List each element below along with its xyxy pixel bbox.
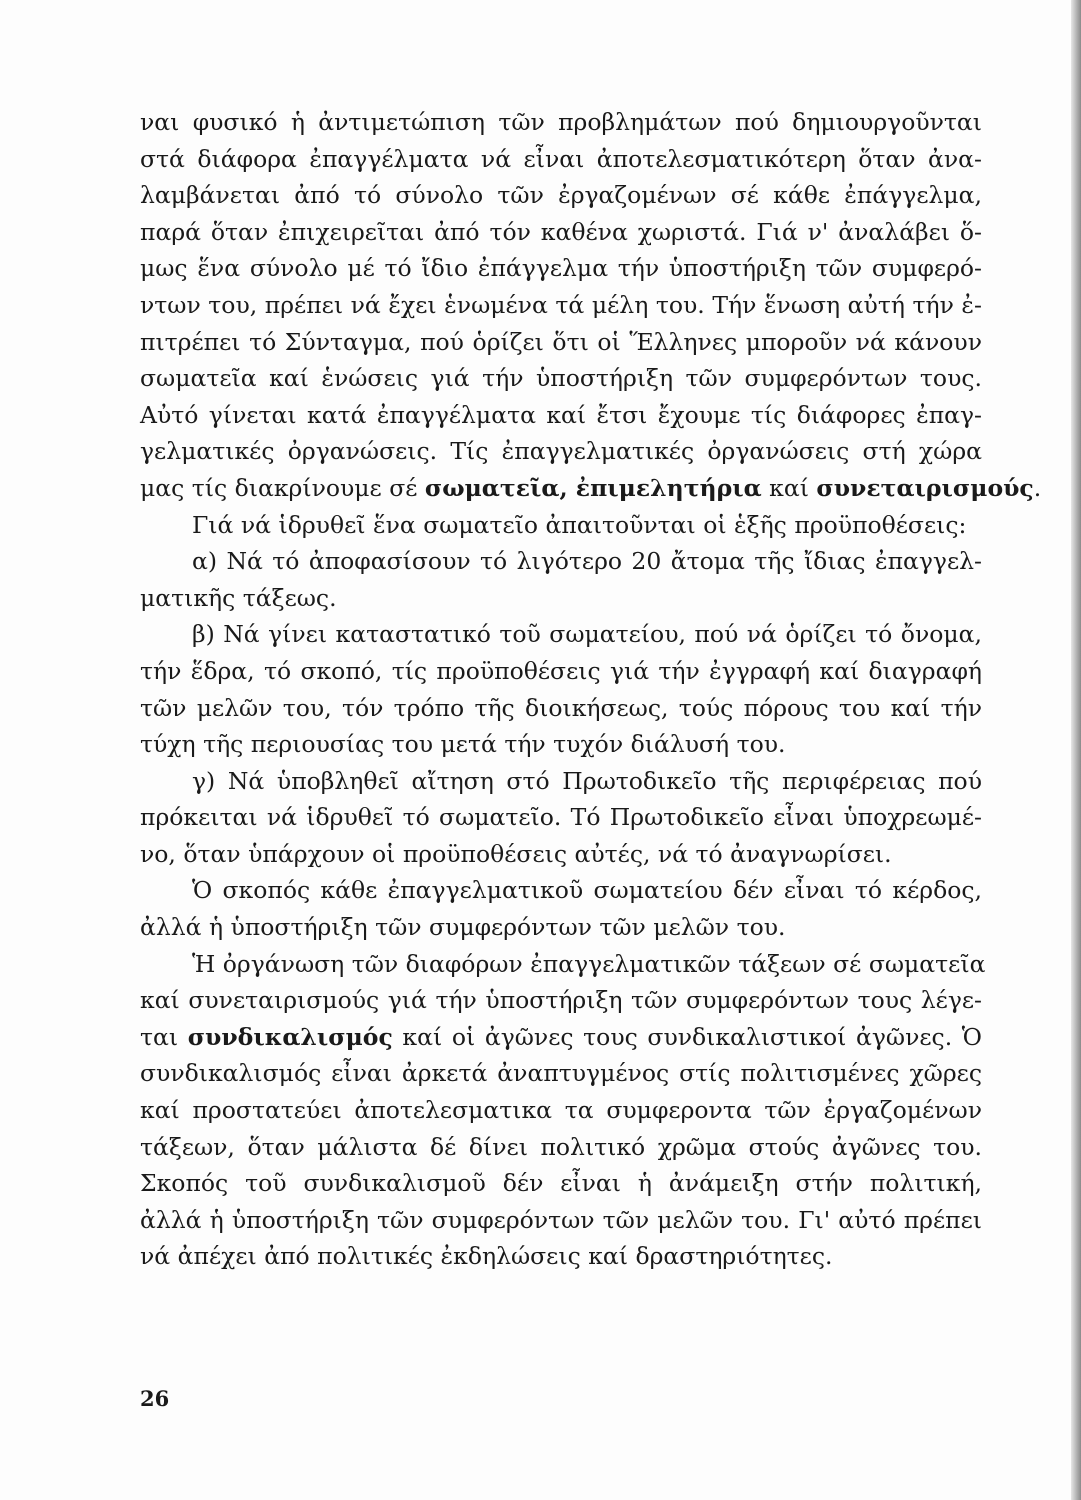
text-line: τῶν μελῶν του, τόν τρόπο τῆς διοικήσεως, τούς πόρους του καί τήν — [140, 693, 982, 722]
bold-term: συνεταιρισμούς — [816, 473, 1034, 502]
text-line: β) Νά γίνει καταστατικό τοῦ σωματείου, πού νά ὁρίζει τό ὄνομα, — [192, 620, 982, 649]
text-line: τύχη τῆς περιουσίας του μετά τήν τυχόν διάλυσή του. — [140, 730, 786, 759]
text-line: παρά ὅταν ἐπιχειρεῖται ἀπό τόν καθένα χωριστά. Γιά ν' ἀναλάβει ὅ- — [140, 217, 982, 246]
text-line: ἀλλά ἡ ὑποστήριξη τῶν συμφερόντων τῶν μελῶν του. Γι' αὐτό πρέπει — [140, 1205, 982, 1234]
text-line: μας τίς διακρίνουμε σέ σωματεῖα, ἐπιμελητήρια καί συνεταιρισμούς. — [140, 473, 1042, 502]
text-line: στά διάφορα ἐπαγγέλματα νά εἶναι ἀποτελεσματικότερη ὅταν ἀνα- — [140, 144, 982, 173]
text-line: λαμβάνεται ἀπό τό σύνολο τῶν ἐργαζομένων σέ κάθε ἐπάγγελμα, — [140, 181, 982, 210]
text-line: Σκοπός τοῦ συνδικαλισμοῦ δέν εἶναι ἡ ἀνάμειξη στήν πολιτική, — [140, 1169, 982, 1198]
page-number: 26 — [140, 1386, 170, 1411]
text-line: πρόκειται νά ἱδρυθεῖ τό σωματεῖο. Τό Πρωτοδικεῖο εἶναι ὑποχρεωμέ- — [140, 803, 982, 832]
text-line: Γιά νά ἱδρυθεῖ ἕνα σωματεῖο ἀπαιτοῦνται οἱ ἑξῆς προϋποθέσεις: — [192, 510, 967, 539]
text-line: νο, ὅταν ὑπάρχουν οἱ προϋποθέσεις αὐτές, νά τό ἀναγνωρίσει. — [140, 839, 892, 868]
text-line: ματικῆς τάξεως. — [140, 583, 337, 612]
text-line: γ) Νά ὑποβληθεῖ αἴτηση στό Πρωτοδικεῖο τῆς περιφέρειας πού — [192, 766, 982, 795]
body-text — [140, 104, 1042, 1275]
text-line: τάξεων, ὅταν μάλιστα δέ δίνει πολιτικό χρῶμα στούς ἀγῶνες του. — [140, 1132, 982, 1161]
text-line: τήν ἕδρα, τό σκοπό, τίς προϋποθέσεις γιά τήν ἐγγραφή καί διαγραφή — [140, 656, 982, 685]
text-line: καί προστατεύει ἀποτελεσματικα τα συμφεροντα τῶν ἐργαζομένων — [140, 1096, 982, 1125]
text-line: ντων του, πρέπει νά ἔχει ἑνωμένα τά μέλη του. Τήν ἕνωση αὐτή τήν ἐ- — [140, 290, 982, 319]
text-line: πιτρέπει τό Σύνταγμα, πού ὁρίζει ὅτι οἱ Ἕλληνες μποροῦν νά κάνουν — [140, 327, 982, 356]
page-edge-shadow — [1071, 0, 1081, 1500]
text-line: Ἡ ὀργάνωση τῶν διαφόρων ἐπαγγελματικῶν τάξεων σέ σωματεῖα — [192, 949, 986, 978]
text-line: Ὁ σκοπός κάθε ἐπαγγελματικοῦ σωματείου δέν εἶναι τό κέρδος, — [192, 876, 982, 905]
text-line: καί συνεταιρισμούς γιά τήν ὑποστήριξη τῶν συμφερόντων τους λέγε- — [140, 986, 982, 1015]
text-line: συνδικαλισμός εἶναι ἀρκετά ἀναπτυγμένος στίς πολιτισμένες χῶρες — [140, 1059, 982, 1088]
text-line: μως ἕνα σύνολο μέ τό ἴδιο ἐπάγγελμα τήν ὑποστήριξη τῶν συμφερό- — [140, 254, 982, 283]
text-line: α) Νά τό ἀποφασίσουν τό λιγότερο 20 ἄτομα τῆς ἴδιας ἐπαγγελ- — [192, 547, 982, 576]
bold-term: συνδικαλισμός — [187, 1022, 393, 1051]
bold-term: σωματεῖα, ἐπιμελητήρια — [424, 473, 762, 502]
text-line: ἀλλά ἡ ὑποστήριξη τῶν συμφερόντων τῶν μελῶν του. — [140, 913, 786, 942]
text-line: Αὐτό γίνεται κατά ἐπαγγέλματα καί ἔτσι ἔχουμε τίς διάφορες ἐπαγ- — [140, 400, 982, 429]
text-line: ναι φυσικό ἡ ἀντιμετώπιση τῶν προβλημάτων πού δημιουργοῦνται — [140, 108, 982, 136]
text-line: ται συνδικαλισμός καί οἱ ἀγῶνες τους συνδικαλιστικοί ἀγῶνες. Ὁ — [140, 1022, 982, 1051]
text-line: νά ἀπέχει ἀπό πολιτικές ἐκδηλώσεις καί δραστηριότητες. — [140, 1242, 833, 1271]
text-line: σωματεῖα καί ἑνώσεις γιά τήν ὑποστήριξη τῶν συμφερόντων τους. — [140, 364, 982, 393]
text-line: γελματικές ὀργανώσεις. Τίς ἐπαγγελματικές ὀργανώσεις στή χώρα — [140, 437, 982, 466]
